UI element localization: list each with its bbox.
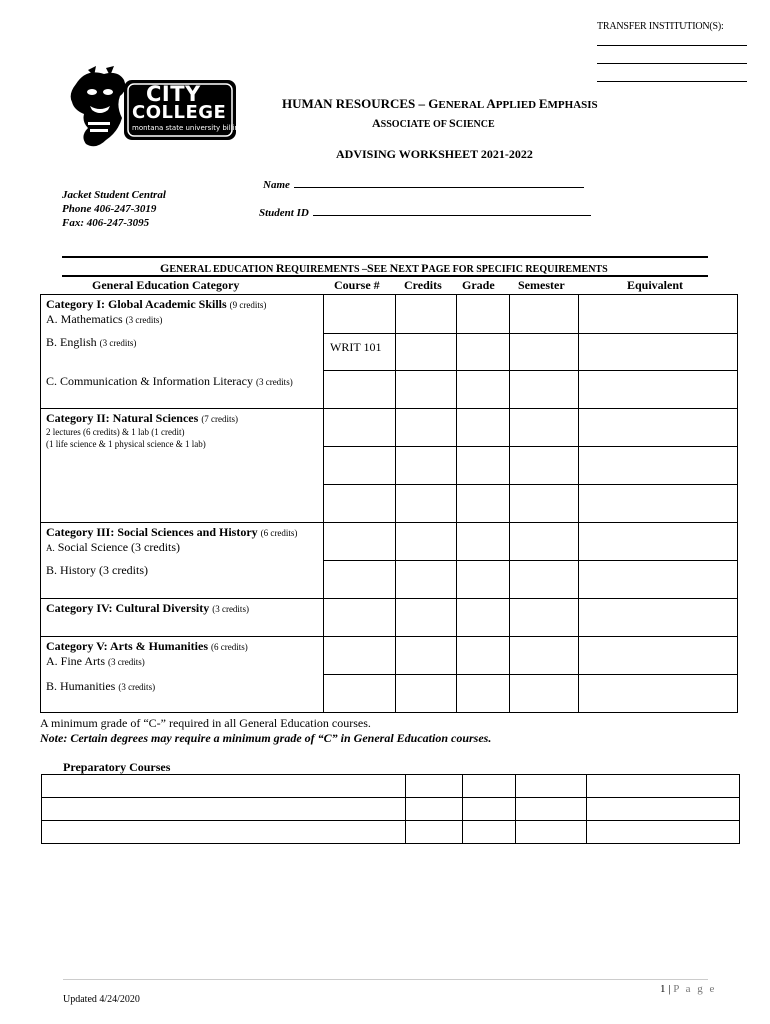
semester-input[interactable] xyxy=(510,675,579,713)
semester-input[interactable] xyxy=(510,295,579,334)
transfer-line-2[interactable] xyxy=(597,63,747,64)
cat4-title: Category IV: Cultural Diversity (3 credits) xyxy=(46,601,249,615)
preparatory-courses-table xyxy=(41,774,740,844)
cat2-line2: (1 life science & 1 physical science & 1 lab) xyxy=(46,439,206,449)
prep-equivalent-input[interactable] xyxy=(587,821,740,844)
credits-input[interactable] xyxy=(396,371,457,409)
footer-rule xyxy=(63,979,708,980)
course-input[interactable] xyxy=(324,334,396,371)
equivalent-input[interactable] xyxy=(579,485,738,523)
transfer-line-3[interactable] xyxy=(597,81,747,82)
semester-input[interactable] xyxy=(510,409,579,447)
cat2-cell xyxy=(41,409,324,523)
cat3-b: B. History (3 credits) xyxy=(46,563,148,577)
transfer-line-1[interactable] xyxy=(597,45,747,46)
credits-input[interactable] xyxy=(396,447,457,485)
transfer-institution-label: TRANSFER INSTITUTION(S): xyxy=(597,21,724,32)
course-input[interactable] xyxy=(324,675,396,713)
degree-subtitle: ASSOCIATE OF SCIENCE xyxy=(372,116,495,130)
equivalent-input[interactable] xyxy=(579,334,738,371)
gen-ed-section-title: GENERAL EDUCATION REQUIREMENTS –SEE NEXT PAGE FOR SPECIFIC REQUIREMENTS xyxy=(160,261,608,275)
col-header-equivalent: Equivalent xyxy=(627,278,684,292)
col-header-credits: Credits xyxy=(404,278,442,292)
cat1-b-course: WRIT 101 xyxy=(330,340,382,354)
grade-input[interactable] xyxy=(457,371,510,409)
prep-credits-input[interactable] xyxy=(406,798,463,821)
logo-text-college: COLLEGE xyxy=(132,102,227,123)
prep-credits-input[interactable] xyxy=(406,775,463,798)
semester-input[interactable] xyxy=(510,371,579,409)
col-header-course: Course # xyxy=(334,278,380,292)
credits-input[interactable] xyxy=(396,561,457,599)
course-input[interactable] xyxy=(324,637,396,675)
table-row xyxy=(41,523,738,561)
note-min-grade: A minimum grade of “C-” required in all General Education courses. xyxy=(40,716,371,730)
prep-equivalent-input[interactable] xyxy=(587,798,740,821)
section-rule-top xyxy=(62,256,708,258)
equivalent-input[interactable] xyxy=(579,295,738,334)
prep-course-input[interactable] xyxy=(42,821,406,844)
semester-input[interactable] xyxy=(510,447,579,485)
logo-tagline: montana state university billings xyxy=(132,124,248,132)
prep-grade-input[interactable] xyxy=(463,821,516,844)
col-header-category: General Education Category xyxy=(92,278,240,292)
cat5-cell xyxy=(41,637,324,713)
table-row xyxy=(42,798,740,821)
worksheet-title: ADVISING WORKSHEET 2021-2022 xyxy=(336,147,533,161)
cat1-a: A. Mathematics (3 credits) xyxy=(46,312,163,326)
program-title: HUMAN RESOURCES – GENERAL APPLIED EMPHASIS xyxy=(282,96,598,111)
grade-input[interactable] xyxy=(457,561,510,599)
contact-office: Jacket Student Central xyxy=(62,189,166,201)
course-input[interactable] xyxy=(324,371,396,409)
prep-course-input[interactable] xyxy=(42,775,406,798)
course-input[interactable] xyxy=(324,599,396,637)
semester-input[interactable] xyxy=(510,637,579,675)
gen-ed-requirements-table xyxy=(40,294,738,713)
table-row xyxy=(41,295,738,334)
grade-input[interactable] xyxy=(457,409,510,447)
semester-input[interactable] xyxy=(510,334,579,371)
cat5-b: B. Humanities (3 credits) xyxy=(46,679,156,693)
cat1-c: C. Communication & Information Literacy (3 credits) xyxy=(46,374,293,388)
contact-block xyxy=(62,188,166,230)
equivalent-input[interactable] xyxy=(579,561,738,599)
col-header-semester: Semester xyxy=(518,278,565,292)
student-id-field[interactable] xyxy=(259,203,591,221)
grade-input[interactable] xyxy=(457,295,510,334)
cat5-title: Category V: Arts & Humanities (6 credits) xyxy=(46,639,248,653)
equivalent-input[interactable] xyxy=(579,409,738,447)
logo-text-city: CITY xyxy=(146,82,201,106)
col-header-grade: Grade xyxy=(462,278,495,292)
cat4-cell xyxy=(41,599,324,637)
grade-input[interactable] xyxy=(457,637,510,675)
table-row xyxy=(41,599,738,637)
table-row xyxy=(41,637,738,675)
cat3-title: Category III: Social Sciences and History (6 credits) xyxy=(46,525,298,539)
preparatory-courses-title: Preparatory Courses xyxy=(63,760,171,774)
cat3-cell xyxy=(41,523,324,599)
semester-input[interactable] xyxy=(510,485,579,523)
prep-credits-input[interactable] xyxy=(406,821,463,844)
contact-fax: Fax: 406-247-3095 xyxy=(62,217,150,229)
equivalent-input[interactable] xyxy=(579,371,738,409)
course-input[interactable] xyxy=(324,523,396,561)
equivalent-input[interactable] xyxy=(579,599,738,637)
note-certain-degrees: Note: Certain degrees may require a minimum grade of “C” in General Education courses. xyxy=(40,731,492,745)
semester-input[interactable] xyxy=(510,561,579,599)
course-input[interactable] xyxy=(324,409,396,447)
updated-date: Updated 4/24/2020 xyxy=(63,994,140,1005)
cat1-cell xyxy=(41,295,324,409)
city-college-logo xyxy=(66,66,248,152)
course-input[interactable] xyxy=(324,561,396,599)
grade-input[interactable] xyxy=(457,334,510,371)
table-row xyxy=(41,409,738,447)
grade-input[interactable] xyxy=(457,523,510,561)
prep-equivalent-input[interactable] xyxy=(587,775,740,798)
contact-phone: Phone 406-247-3019 xyxy=(62,203,157,215)
name-label: Name xyxy=(263,179,290,191)
credits-input[interactable] xyxy=(396,599,457,637)
grade-input[interactable] xyxy=(457,447,510,485)
credits-input[interactable] xyxy=(396,409,457,447)
grade-input[interactable] xyxy=(457,485,510,523)
equivalent-input[interactable] xyxy=(579,637,738,675)
student-id-label: Student ID xyxy=(259,207,309,219)
semester-input[interactable] xyxy=(510,599,579,637)
cat2-title: Category II: Natural Sciences (7 credits) xyxy=(46,411,239,425)
prep-grade-input[interactable] xyxy=(463,798,516,821)
table-row xyxy=(42,775,740,798)
grade-notes xyxy=(40,716,491,746)
course-input[interactable] xyxy=(324,295,396,334)
name-input-line[interactable] xyxy=(294,177,584,188)
credits-input[interactable] xyxy=(396,675,457,713)
student-id-input-line[interactable] xyxy=(313,205,591,216)
grade-input[interactable] xyxy=(457,599,510,637)
prep-semester-input[interactable] xyxy=(516,775,587,798)
page-number: 1 | P a g e xyxy=(660,983,717,995)
cat2-line1: 2 lectures (6 credits) & 1 lab (1 credit) xyxy=(46,427,185,437)
prep-semester-input[interactable] xyxy=(516,821,587,844)
table-row xyxy=(42,821,740,844)
section-rule-mid xyxy=(62,275,708,277)
credits-input[interactable] xyxy=(396,295,457,334)
grade-input[interactable] xyxy=(457,675,510,713)
prep-course-input[interactable] xyxy=(42,798,406,821)
course-input[interactable] xyxy=(324,485,396,523)
prep-semester-input[interactable] xyxy=(516,798,587,821)
cat5-a: A. Fine Arts (3 credits) xyxy=(46,654,145,668)
equivalent-input[interactable] xyxy=(579,675,738,713)
name-field[interactable] xyxy=(263,175,584,193)
cat3-a: A. Social Science (3 credits) xyxy=(46,540,181,554)
credits-input[interactable] xyxy=(396,334,457,371)
course-input[interactable] xyxy=(324,447,396,485)
equivalent-input[interactable] xyxy=(579,523,738,561)
equivalent-input[interactable] xyxy=(579,447,738,485)
cat1-b: B. English (3 credits) xyxy=(46,335,137,349)
credits-input[interactable] xyxy=(396,485,457,523)
credits-input[interactable] xyxy=(396,523,457,561)
credits-input[interactable] xyxy=(396,637,457,675)
cat1-title: Category I: Global Academic Skills (9 credits) xyxy=(46,297,267,311)
semester-input[interactable] xyxy=(510,523,579,561)
prep-grade-input[interactable] xyxy=(463,775,516,798)
